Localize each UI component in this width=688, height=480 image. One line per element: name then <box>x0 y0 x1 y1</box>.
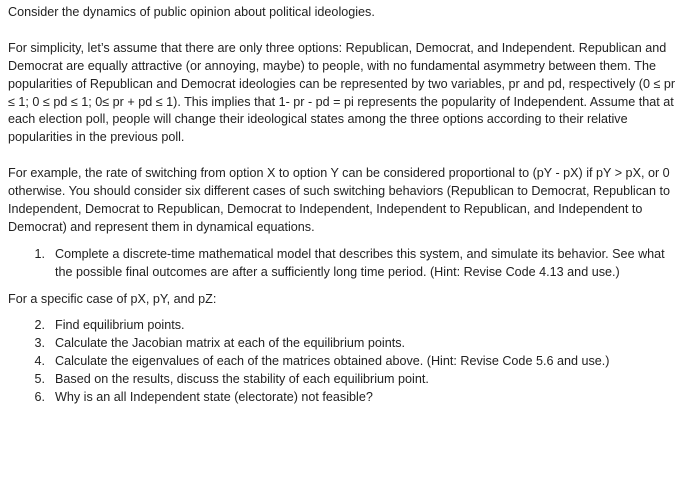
example-paragraph: For example, the rate of switching from option X to option Y can be considered proportional to (pY - pX) if pY > pX, or 0 otherwise. You should consider six different cases of such switching behaviors (Republican to Democrat, Republican to Independent, Democrat to Republican, Democrat to Independent, Independent to Republican, and Independent to Democrat) and represent them in dynamical equations. <box>8 166 671 234</box>
list-item <box>8 335 680 353</box>
list-item <box>8 389 680 407</box>
list-item-number: 2. <box>34 318 45 333</box>
list-item-text: Complete a discrete-time mathematical model that describes this system, and simulate its behavior. See what the possible final outcomes are after a sufficiently long time period. (Hint: Revise Code 4.13 and use.) <box>55 246 665 279</box>
task-list-part2 <box>8 317 680 407</box>
task-list-part1 <box>8 246 680 282</box>
list-item-number: 6. <box>34 390 45 405</box>
list-item-text: Calculate the Jacobian matrix at each of the equilibrium points. <box>55 336 406 351</box>
specific-case-paragraph: For a specific case of pX, pY, and pZ: <box>8 291 217 306</box>
list-item <box>8 317 680 335</box>
list-item-text: Calculate the eigenvalues of each of the matrices obtained above. (Hint: Revise Code 5.6 and use.) <box>55 354 610 369</box>
list-item-text: Based on the results, discuss the stability of each equilibrium point. <box>55 372 429 387</box>
list-item-text: Why is an all Independent state (electorate) not feasible? <box>55 390 373 405</box>
list-item <box>8 371 680 389</box>
intro-paragraph: Consider the dynamics of public opinion about political ideologies. <box>8 5 375 19</box>
list-item-number: 5. <box>34 372 45 387</box>
list-item <box>8 246 680 282</box>
list-item <box>8 353 680 371</box>
list-item-number: 1. <box>34 246 45 261</box>
list-item-number: 4. <box>34 354 45 369</box>
list-item-text: Find equilibrium points. <box>55 318 185 333</box>
assumption-paragraph: For simplicity, let’s assume that there are only three options: Republican, Democrat, and Independent. Republican and Democrat are equally attractive (or annoying, maybe) to people, with no fundamental asymmetry between them. The popularities of Republican and Democrat ideologies can be represented by two variables, pr and pd, respectively (0 ≤ pr ≤ 1; 0 ≤ pd ≤ 1; 0≤ pr + pd ≤ 1). This implies that 1- pr - pd = pi represents the popularity of Independent. Assume that at each election poll, people will change their ideological states among the three options according to their relative popularities in the previous poll. <box>8 40 676 145</box>
list-item-number: 3. <box>34 336 45 351</box>
